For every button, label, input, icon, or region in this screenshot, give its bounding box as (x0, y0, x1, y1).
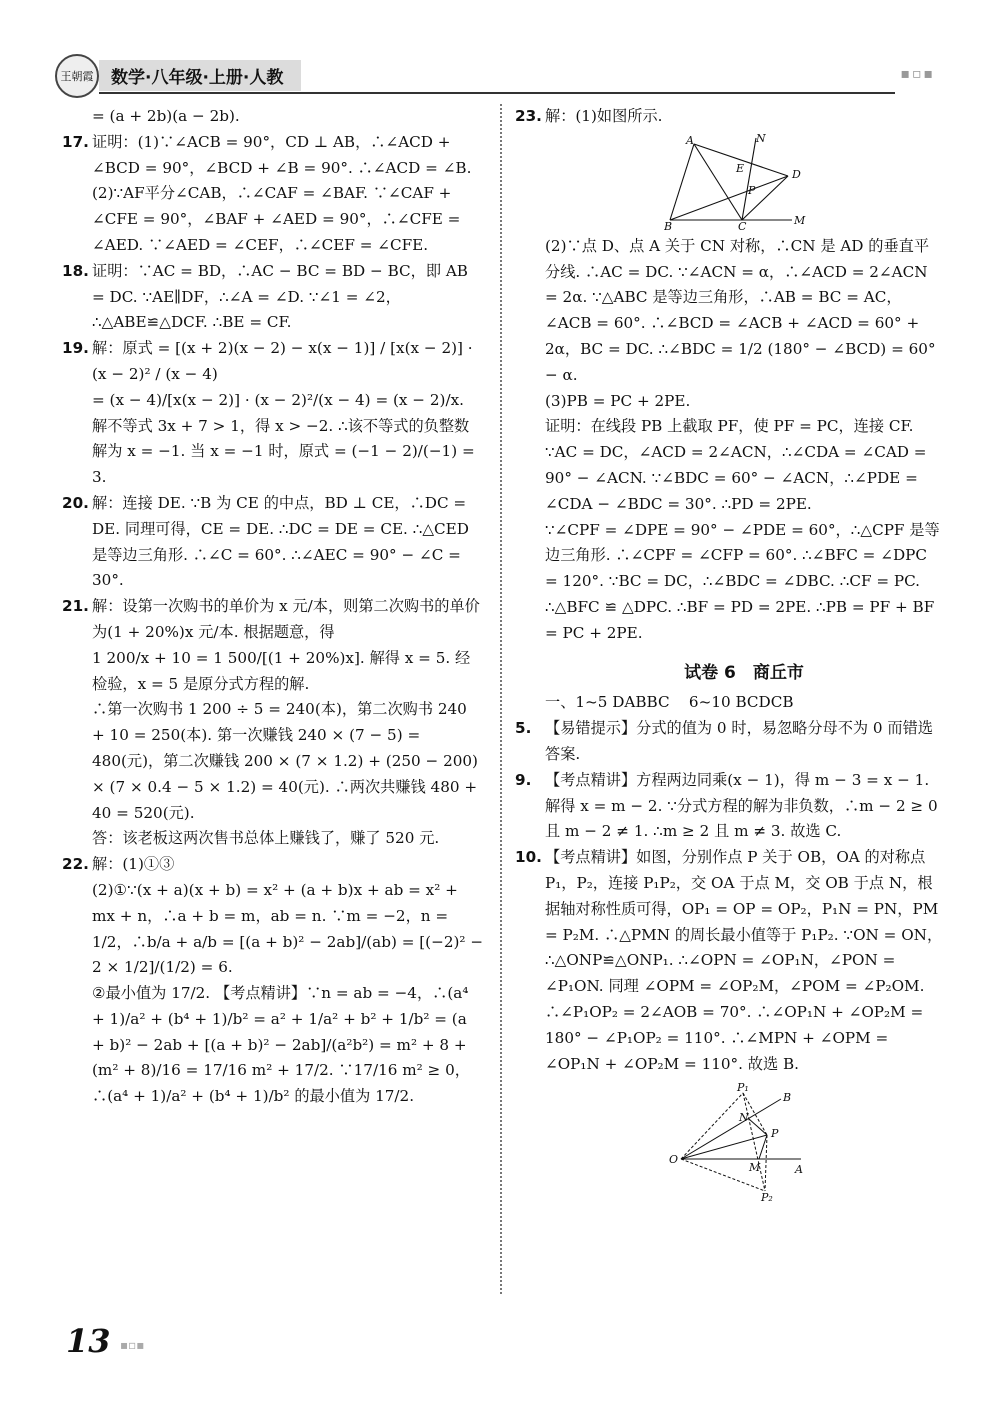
question-number: 10. (515, 848, 542, 867)
right-item (515, 845, 944, 1077)
answer-text: 【考点精讲】方程两边同乘(x − 1)，得 m − 3 = x − 1. 解得 x = m − 2. ∵分式方程的解为非负数，∴m − 2 ≥ 0 且 m − 2 ≠ 1. ∴m ≥ 2 且 m ≠ 3. 故选 C. (545, 770, 943, 841)
svg-text:P₂: P₂ (761, 1191, 773, 1202)
left-item (62, 594, 484, 852)
answer-text: 解：(1)①③ (2)①∵(x + a)(x + b) = x² + (a + b)x + ab = x² + mx + n，∴a + b = m，ab = n. ∵m = −2，n = 1/2，∴b/a + a/b = [(a + b)² − 2ab]/(ab) = [(−2)² − 2 × 1/2]/(1/2) = 6. ②最小值为 17/2. 【考点精讲】∵n = ab = −4，∴(a⁴ + 1)/a² + (b⁴ + 1)/b² = a² + 1/a² + b² + 1/b² = (a + b)² − 2ab + [(a + b)² − 2ab]/(a²b²) = m² + 8 + (m² + 8)/16 = 17/16 m² + 17/2. ∵17/16 m² ≥ 0，∴(a⁴ + 1)/a² + (b⁴ + 1)/b² 的最小值为 17/2. (92, 855, 484, 1106)
svg-text:B: B (664, 219, 673, 230)
svg-text:M: M (794, 213, 806, 227)
question-number: 19. (62, 339, 89, 358)
right-item (515, 768, 943, 845)
svg-text:P: P (748, 183, 756, 197)
question-number: 23. (515, 107, 542, 125)
question-number: 22. (62, 855, 89, 874)
answer-text: 解：设第一次购书的单价为 x 元/本，则第二次购书的单价为(1 + 20%)x 元/本. 根据题意，得 1 200/x + 10 = 1 500/[(1 + 20%)x]. 解得 x = 5. 经检验，x = 5 是原分式方程的解. ∴第一次购书 1 200 ÷ 5 = 240(本)，第二次购书 240 + 10 = 250(本). 第一次赚钱 240 × (7 − 5) = 480(元)，第二次赚钱 200 × (7 × 1.2) + (250 − 200) × (7 × 0.4 − 5 × 1.2) = 40(元). ∴两次共赚钱 480 + 40 = 520(元). 答：该老板这两次售书总体上赚钱了，赚了 520 元. (92, 597, 480, 848)
svg-text:O: O (669, 1153, 679, 1167)
figure-triangle-abc (664, 134, 824, 230)
right-column (515, 104, 944, 1205)
left-item (62, 491, 484, 594)
book-title: 数学·八年级·上册·人教 (99, 60, 301, 91)
section-title: 试卷 6 商丘市 (684, 662, 804, 683)
answer-text: 【易错提示】分式的值为 0 时，易忽略分母不为 0 而错选答案. (545, 719, 933, 763)
answer-text: 解：原式 = [(x + 2)(x − 2) − x(x − 1)] / [x(x − 2)] · (x − 2)² / (x − 4) = (x − 4)/[x(x − 2)] · (x − 2)²/(x − 4) = (x − 2)/x. 解不等式 3x + 7 > 1，得 x > −2. ∴该不等式的负整数解为 x = −1. 当 x = −1 时，原式 = (−1 − 2)/(−1) = 3. (92, 339, 475, 487)
figure-angle-aob (669, 1081, 819, 1201)
svg-text:P₁: P₁ (737, 1081, 749, 1095)
question-number: 9. (515, 770, 532, 789)
svg-text:P: P (771, 1127, 779, 1141)
answer-text: 【考点精讲】如图，分别作点 P 关于 OB，OA 的对称点 P₁，P₂，连接 P₁P₂，交 OA 于点 M，交 OB 于点 N，根据轴对称性质可得，OP₁ = OP = OP₂，P₁N = PN，PM = P₂M. ∴△PMN 的周长最小值等于 P₁P₂. ∵ON = ON，∴△ONP≌△ONP₁. ∴∠OPN = ∠OP₁N，∠PON = ∠P₁ON. 同理 ∠OPM = ∠OP₂M，∠POM = ∠P₂OM. ∴∠P₁OP₂ = 2∠AOB = 70°. ∴∠OP₁N + ∠OP₂M = 180° − ∠P₁OP₂ = 110°. ∴∠MPN + ∠OPM = ∠OP₁N + ∠OP₂M = 110°. 故选 B. (545, 848, 944, 1073)
left-item (62, 259, 484, 336)
header-rule (99, 92, 895, 94)
left-item (92, 104, 484, 130)
question-number: 20. (62, 493, 89, 512)
svg-text:A: A (686, 133, 694, 147)
right-item (515, 716, 943, 768)
answer-text: = (a + 2b)(a − 2b). (92, 107, 240, 125)
svg-text:C: C (738, 219, 747, 230)
left-item (62, 130, 484, 259)
svg-text:N: N (756, 133, 766, 145)
question-number: 17. (62, 132, 89, 151)
svg-text:E: E (736, 161, 745, 175)
column-divider (500, 104, 502, 1294)
publisher-logo: 王朝霞 (55, 54, 99, 98)
question-number: 18. (62, 261, 89, 280)
question-number: 21. (62, 597, 89, 616)
answer-text: 解：(1)如图所示. (545, 107, 663, 125)
answer-text: 证明：(1)∵∠ACB = 90°，CD ⊥ AB，∴∠ACD + ∠BCD = 90°，∠BCD + ∠B = 90°. ∴∠ACD = ∠B. (2)∵AF平分∠CAB，∴∠CAF = ∠BAF. ∵∠CAF + ∠CFE = 90°，∠BAF + ∠AED = 90°，∴∠CFE = ∠AED. ∵∠AED = ∠CEF，∴∠CEF = ∠CFE. (92, 132, 472, 254)
right-item (545, 690, 943, 716)
question-number: 5. (515, 719, 532, 738)
page-number: 13 (66, 1322, 111, 1360)
right-item (545, 234, 943, 647)
svg-text:B: B (783, 1091, 792, 1105)
left-column (62, 104, 484, 1110)
answer-text: 解：连接 DE. ∵B 为 CE 的中点，BD ⊥ CE，∴DC = DE. 同理可得，CE = DE. ∴DC = DE = CE. ∴△CED 是等边三角形. ∴∠C = 60°. ∴∠AEC = 90° − ∠C = 30°. (92, 493, 474, 590)
answer-text: 证明：∵AC = BD，∴AC − BC = BD − BC，即 AB = DC. ∵AE∥DF，∴∠A = ∠D. ∵∠1 = ∠2，∴△ABE≌△DCF. ∴BE = CF. (92, 261, 473, 332)
left-item (62, 336, 484, 491)
svg-text:M: M (749, 1161, 761, 1175)
left-item (62, 852, 484, 1110)
svg-text:A: A (795, 1163, 803, 1177)
footer-decoration: ▪▫▪ (120, 1338, 145, 1352)
answer-text: 一、1~5 DABBC 6~10 BCDCB (545, 693, 794, 712)
svg-text:D: D (792, 167, 801, 181)
svg-text:N: N (739, 1111, 749, 1125)
answer-text: (2)∵点 D、点 A 关于 CN 对称，∴CN 是 AD 的垂直平分线. ∴AC = DC. ∵∠ACN = α，∴∠ACD = 2∠ACN = 2α. ∵△ABC 是等边三角形，∴AB = BC = AC，∠ACB = 60°. ∴∠BCD = ∠ACB + ∠ACD = 60° + 2α，BC = DC. ∴∠BDC = 1/2 (180° − ∠BCD) = 60° − α. (3)PB = PC + 2PE. 证明：在线段 PB 上截取 PF，使 PF = PC，连接 CF. ∵AC = DC，∠ACD = 2∠ACN，∴∠CDA = ∠CAD = 90° − ∠ACN. ∵∠BDC = 60° − ∠ACN，∴∠PDE = ∠CDA − ∠BDC = 30°. ∴PD = 2PE. ∵∠CPF = ∠DPE = 90° − ∠PDE = 60°，∴△CPF 是等边三角形. ∴∠CPF = ∠CFP = 60°. ∴∠BFC = ∠DPC = 120°. ∵BC = DC，∴∠BDC = ∠DBC. ∴CF = PC. ∴△BFC ≌ △DPC. ∴BF = PD = 2PE. ∴PB = PF + BF = PC + 2PE. (545, 236, 940, 642)
right-item (515, 104, 943, 130)
header-decoration: ▪▫▪ (900, 66, 935, 82)
page-header (55, 52, 935, 96)
